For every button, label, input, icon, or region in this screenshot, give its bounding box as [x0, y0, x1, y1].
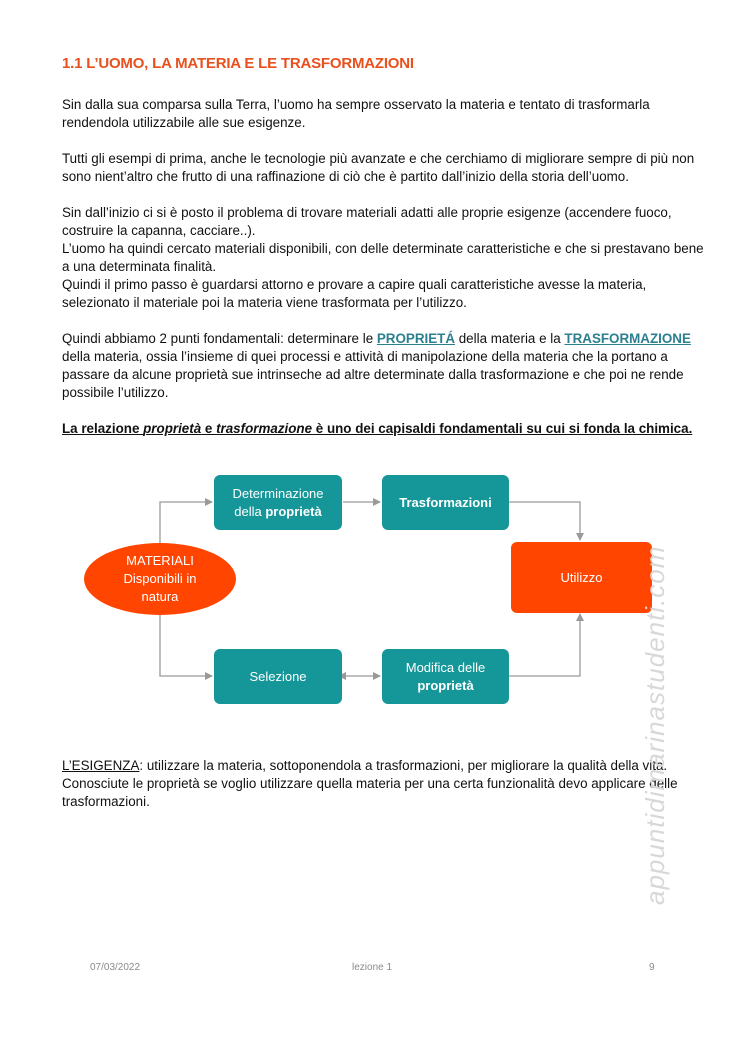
footer-date: 07/03/2022	[90, 962, 141, 973]
footer-lesson: lezione 1	[352, 962, 393, 973]
paragraph-1-text: Sin dalla sua comparsa sulla Terra, l’uomo ha sempre osservato la materia e tentato di trasformarla rendendola utilizzabile alle sue esigenze.	[62, 97, 650, 130]
key-statement-e: è uno dei capisaldi fondamentali su cui si fonda la chimica.	[312, 421, 693, 436]
paragraph-4-end: della materia, ossia l’insieme di quei processi e attività di manipolazione della materia che la portano a passare da alcune proprietà sue intrinseche ad altre determinate dalla trasformazione e che poi ne rende possibile l’utilizzo.	[62, 349, 684, 400]
footer-page-number: 9	[649, 962, 655, 973]
paragraph-3b-text: L’uomo ha quindi cercato materiali disponibili, con delle determinate caratteristiche e che si prestavano bene a una determinata finalità.	[62, 241, 704, 274]
materiali-line-3: natura	[141, 589, 179, 604]
watermark: appuntidimarinastudenti.com	[640, 545, 670, 905]
selezione-node	[214, 649, 342, 704]
paragraph-2-text: Tutti gli esempi di prima, anche le tecnologie più avanzate e che cerchiamo di migliorare sempre di più non sono nient’altro che frutto di una raffinazione di ciò che è partito dall’inizio della storia dell’uomo.	[62, 151, 695, 184]
key-statement-proprieta: proprietà	[143, 421, 202, 436]
modifica-node	[382, 649, 509, 704]
utilizzo-node	[511, 542, 652, 613]
trasformazioni-label: Trasformazioni	[399, 494, 492, 510]
paragraph-3c-text: Quindi il primo passo è guardarsi attorno e provare a capire quali caratteristiche avesse la materia, selezionato il materiale poi la materia viene trasformata per l’utilizzo.	[62, 277, 647, 310]
esigenza-text-a: : utilizzare la materia, sottoponendola a trasformazioni, per migliorare la qualità della vita.	[139, 758, 668, 773]
arrow-modifica-utilizzo	[509, 614, 580, 676]
paragraph-4-mid: della materia e la	[455, 331, 565, 346]
modifica-line-2: proprietà	[417, 677, 474, 693]
paragraph-esigenza	[62, 757, 707, 811]
determinazione-line-2b: proprietà	[265, 503, 322, 519]
selezione-label: Selezione	[249, 668, 307, 684]
trasformazioni-node	[382, 475, 509, 530]
determinazione-node	[214, 475, 342, 530]
modifica-line-1: Modifica delle	[405, 659, 486, 675]
utilizzo-label: Utilizzo	[560, 570, 603, 585]
section-heading: 1.1 L’UOMO, LA MATERIA E LE TRASFORMAZIONI	[62, 55, 414, 72]
materiali-line-1: MATERIALI	[126, 553, 194, 568]
key-statement-c: e	[201, 421, 217, 436]
proprieta-link[interactable]: PROPRIETÁ	[376, 331, 455, 346]
arrow-materiali-selezione	[160, 614, 212, 676]
determinazione-line-1: Determinazione	[232, 485, 324, 501]
esigenza-text-b: Conosciute le proprietà se voglio utilizzare quella materia per una certa funzionalità devo applicare delle trasformazioni.	[62, 776, 678, 809]
trasformazione-link[interactable]: TRASFORMAZIONE	[564, 331, 691, 346]
arrow-materiali-determinazione	[160, 502, 212, 545]
arrow-trasformazioni-utilizzo	[509, 502, 580, 540]
paragraph-3a-text: Sin dall’inizio ci si è posto il problema di trovare materiali adatti alle proprie esigenze (accendere fuoco, costruire la capanna, cacciare..).	[62, 205, 672, 238]
paragraph-4-start: Quindi abbiamo 2 punti fondamentali: determinare le	[62, 331, 377, 346]
key-statement-trasformazione: trasformazione	[216, 421, 313, 436]
determinazione-line-2a: della	[234, 503, 266, 519]
materiali-line-2: Disponibili in	[123, 571, 197, 586]
esigenza-label: L’ESIGENZA	[62, 758, 140, 773]
key-statement-a: La relazione	[62, 421, 144, 436]
materiali-node	[84, 543, 236, 615]
